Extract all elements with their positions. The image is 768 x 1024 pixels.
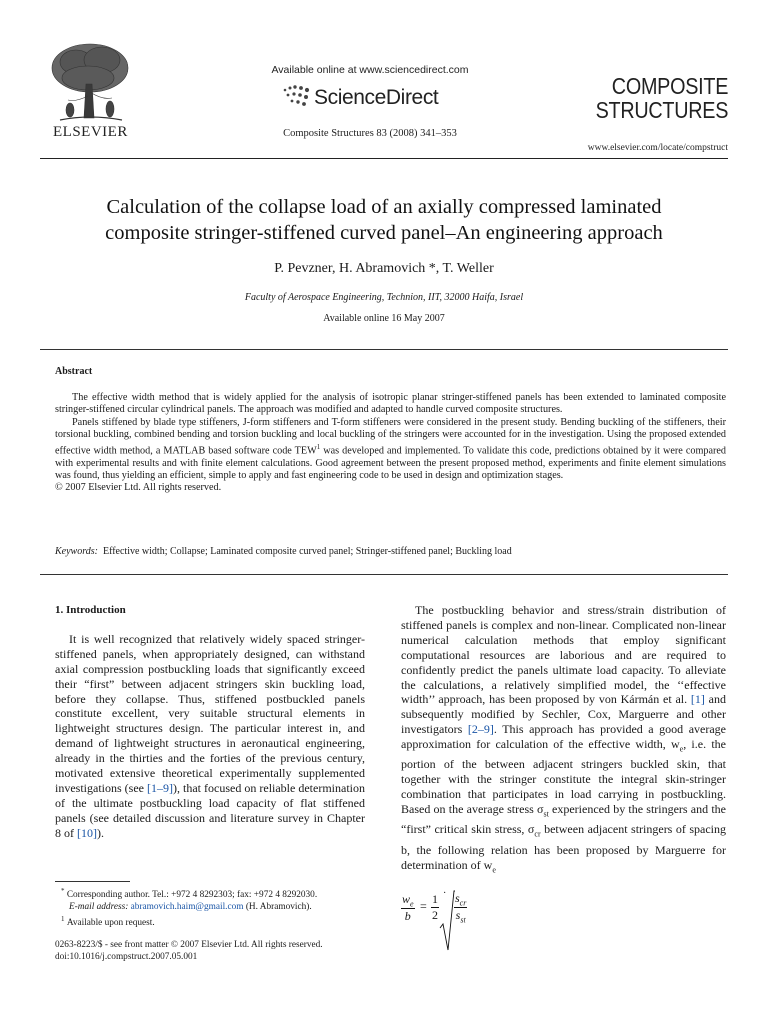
citation-link[interactable]: [10]	[77, 825, 97, 840]
equation-half-denominator: 2	[432, 908, 438, 922]
footnotes	[55, 886, 365, 930]
article-title-line1: Calculation of the collapse load of an axially compressed laminated	[106, 196, 662, 218]
subscript: st	[543, 809, 549, 819]
front-matter	[55, 940, 375, 964]
subscript: cr	[534, 829, 541, 839]
abstract-p2-text-a: Panels stiffened by blade type stiffeners, J-form stiffeners and T-form stiffeners were considered in the present study. Bending buckling of the stiffeners, their torsional buckling, combined bending and torsion buckling and local buckling of the stringers were accounted for in the investigation. Using the proposed extended effective width method, a MATLAB based software code TEW	[55, 416, 726, 457]
multiply-dot: ·	[443, 888, 447, 899]
journal-url[interactable]: www.elsevier.com/locate/compstruct	[587, 143, 728, 153]
footnote-divider	[55, 881, 130, 882]
subscript: e	[679, 744, 684, 754]
intro-text: , i.e. the portion of the between adjacent stringers buckled skin, that together with the stringer constitute the integral skin-stringer combination that participates in load carrying in postbuckling. Based on the average stress σ	[401, 737, 726, 817]
journal-title-line1: COMPOSITE	[611, 73, 728, 99]
keywords-label: Keywords:	[55, 546, 98, 557]
footnote-email	[55, 902, 365, 914]
available-online-text[interactable]: Available online at www.sciencedirect.com	[271, 64, 469, 76]
section-heading-introduction: 1. Introduction	[55, 604, 126, 616]
citation-link[interactable]: [1]	[690, 692, 705, 707]
article-title	[40, 194, 728, 246]
equation-symbol: s	[455, 891, 460, 905]
header-divider	[40, 158, 728, 159]
publisher-name: ELSEVIER	[53, 124, 128, 140]
title-divider	[40, 349, 728, 350]
intro-text: and subsequently modified by Sechler, Cox, Marguerre and other investigators	[401, 692, 726, 737]
equation-half-fraction	[431, 892, 439, 923]
footnote-star: *	[61, 887, 65, 895]
subscript: st	[460, 915, 466, 925]
subscript: e	[410, 899, 414, 909]
subscript: e	[492, 865, 496, 875]
footnote-1	[55, 914, 365, 930]
journal-reference: Composite Structures 83 (2008) 341–353	[283, 128, 457, 139]
doi-line[interactable]: doi:10.1016/j.compstruct.2007.05.001	[55, 951, 198, 962]
keywords-divider	[40, 574, 728, 575]
equation-symbol: w	[402, 892, 411, 906]
email-label: E-mail address:	[69, 901, 129, 912]
footnote-number: 1	[61, 914, 65, 923]
intro-paragraph-1	[55, 632, 365, 841]
journal-header	[0, 0, 768, 170]
footnote-marker-1[interactable]: 1	[316, 443, 321, 452]
footnote-1-text: Available upon request.	[66, 917, 155, 928]
equation-root-numerator	[454, 891, 467, 908]
journal-title-line2: STRUCTURES	[595, 97, 728, 123]
corresponding-author-text: Corresponding author. Tel.: +972 4 8292303; fax: +972 4 8292030.	[66, 890, 318, 901]
equation-half-numerator: 1	[432, 892, 438, 906]
abstract-copyright: © 2007 Elsevier Ltd. All rights reserved.	[55, 482, 222, 494]
intro-text: The postbuckling behavior and stress/strain distribution of stiffened panels is complex and non-linear. Complicated non-linear numerical calculation methods that employ significant computational resources are laborious and are required to confidently predict the panels ultimate load capacity. To alleviate the calculations, a relatively simplified model, the ‘‘effective width’’ approach, has been proposed by von Kármán et al.	[401, 603, 726, 707]
equation-lhs-denominator: b	[404, 909, 411, 924]
keywords-text: Effective width; Collapse; Laminated composite curved panel; Stringer-stiffened panel; Buckling load	[102, 546, 512, 557]
affiliation: Faculty of Aerospace Engineering, Technion, IIT, 32000 Haifa, Israel	[244, 292, 524, 303]
equals-sign: =	[420, 899, 427, 913]
subscript: cr	[459, 898, 467, 908]
intro-text: . This approach has provided a good average approximation for calculation of the effective width, w	[401, 722, 727, 752]
abstract-paragraph-1: The effective width method that is widely applied for the analysis of isotropic planar stringer-stiffened panels has been extended to laminated composite stringer-stiffened circular cylindrical panels. The approach was modified and adapted to handle curved composite structures.	[55, 392, 726, 416]
equation-root-fraction	[454, 891, 467, 925]
citation-link[interactable]: [2–9]	[467, 722, 494, 737]
abstract-heading: Abstract	[55, 366, 93, 377]
intro-text: between adjacent stringers of spacing b, the following relation has been proposed by Marguerre for determination of w	[401, 822, 726, 872]
square-root-sign	[439, 890, 455, 952]
intro-text: ).	[97, 825, 104, 840]
abstract-body	[55, 392, 726, 495]
equation-symbol: s	[455, 908, 461, 923]
equation-lhs-fraction	[401, 892, 415, 924]
email-suffix: (H. Abramovich).	[243, 901, 312, 912]
intro-text: It is well recognized that relatively widely spaced stringer-stiffened panels, when appropriately designed, can withstand axial compression postbuckling loads that significantly exceed their “first” between adjacent stringers skin buckling load, before they collapse. Thus, stiffened postbuckled panels constitute excellent, very suitable structural elements in lightweight structures design. The particular interest in, and demand of lightweight structures in aeronautical engineering, already in the thirties and the forties of the previous century, motivated extensive theoretical experimentally supplemented investigations (see	[55, 631, 365, 795]
issn-line: 0263-8223/$ - see front matter © 2007 Elsevier Ltd. All rights reserved.	[55, 940, 323, 950]
left-column	[55, 603, 365, 841]
intro-text: ), that focused on reliable determination of the ultimate postbuckling load capacity of flat stiffened panels (see detailed discussion and literature survey in Chapter 8 of	[55, 780, 366, 840]
marguerre-equation	[401, 888, 521, 958]
footnote-corresponding	[55, 886, 365, 902]
article-title-line2: composite stringer-stiffened curved panel–An engineering approach	[105, 222, 663, 244]
keywords-line	[55, 546, 726, 557]
intro-text: experienced by the stringers and the “first” critical skin stress, σ	[401, 802, 726, 837]
citation-link[interactable]: [1–9]	[147, 780, 174, 795]
sciencedirect-dots-icon	[282, 84, 312, 108]
journal-title	[595, 74, 728, 122]
email-link[interactable]: abramovich.haim@gmail.com	[130, 901, 244, 912]
available-date: Available online 16 May 2007	[323, 313, 445, 324]
author-list: P. Pevzner, H. Abramovich *, T. Weller	[274, 261, 494, 276]
sciencedirect-wordmark: ScienceDirect	[314, 86, 439, 109]
intro-paragraph-2	[401, 603, 726, 878]
abstract-paragraph-2	[55, 417, 726, 483]
abstract-p2-text-b: was developed and implemented. To validate this code, predictions obtained by it were compared with experimental results and with finite element calculations. Good agreement between the present proposed method, experiments and finite element simulations was found, thus yielding an efficient, simple to apply and fast engineering code to be used in design and optimization stages.	[55, 445, 726, 482]
right-column	[401, 603, 726, 878]
equation-root-denominator	[454, 908, 467, 924]
equation-lhs-numerator	[401, 892, 415, 909]
